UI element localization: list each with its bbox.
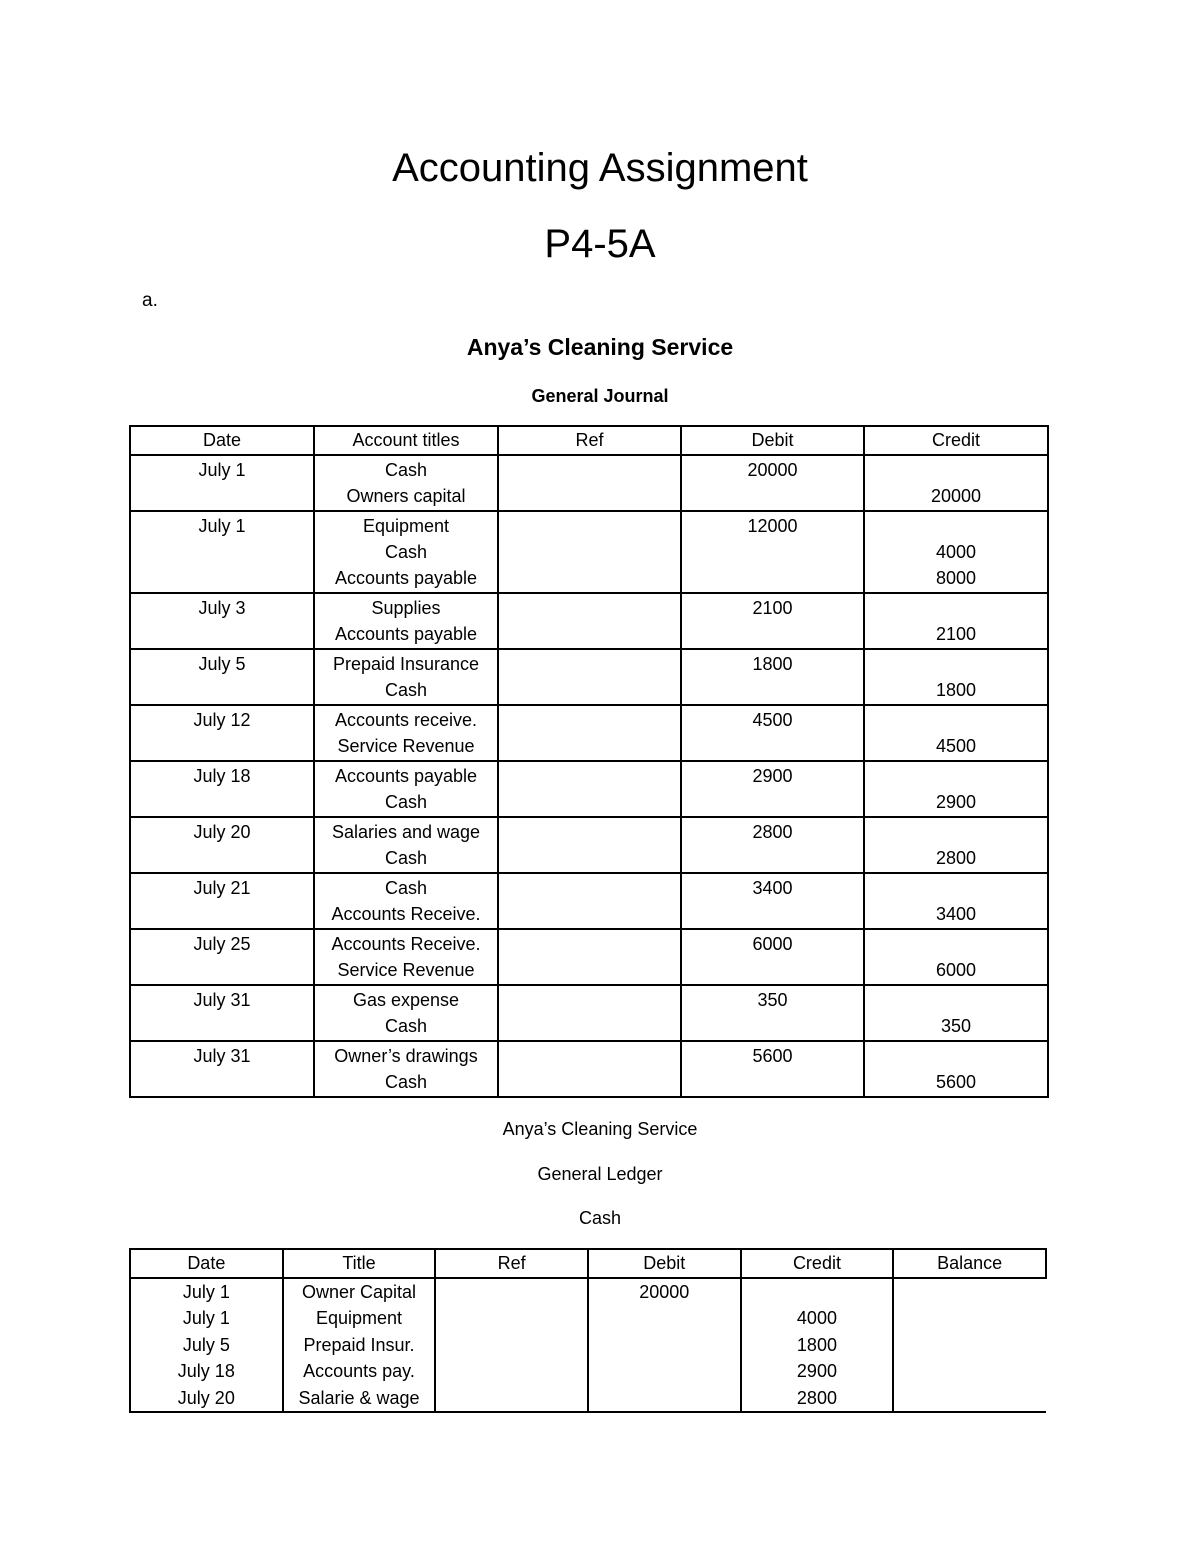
journal-entry-row	[130, 705, 1048, 761]
ledger-ref-cell	[435, 1385, 588, 1412]
journal-entry-row	[130, 455, 1048, 511]
ledger-date-cell: July 20	[130, 1385, 283, 1412]
ledger-ref-cell	[435, 1332, 588, 1359]
journal-entry-credit: 3400	[935, 904, 977, 924]
journal-entry-credit: 2900	[935, 792, 977, 812]
ledger-credit-cell: 2900	[741, 1358, 894, 1385]
ledger-date-cell: July 1	[130, 1278, 283, 1305]
ledger-debit-cell: 20000	[588, 1278, 741, 1305]
journal-date-cell	[130, 817, 314, 873]
journal-account-cell	[314, 985, 498, 1041]
journal-entry-account: Cash	[384, 542, 428, 562]
ledger-title-cell: Prepaid Insur.	[283, 1332, 436, 1359]
journal-account-cell	[314, 455, 498, 511]
journal-entry-debit: 20000	[747, 460, 798, 480]
journal-entry-credit	[865, 706, 1047, 732]
journal-entry-date: July 31	[193, 1046, 251, 1066]
journal-entry-credit	[865, 986, 1047, 1012]
journal-entry-account: Cash	[384, 848, 428, 868]
journal-company-heading: Anya’s Cleaning Service	[466, 334, 734, 360]
ledger-balance-cell	[893, 1278, 1046, 1305]
journal-entry-account: Accounts payable	[334, 766, 478, 786]
journal-entry-credit	[865, 874, 1047, 900]
ledger-row	[130, 1385, 1046, 1412]
ledger-header-row	[130, 1249, 1046, 1278]
journal-header-credit: Credit	[864, 426, 1048, 455]
journal-entry-row	[130, 817, 1048, 873]
journal-entry-debit: 5600	[752, 1046, 793, 1066]
document-subtitle: P4-5A	[544, 222, 656, 266]
ledger-header-title: Title	[283, 1249, 436, 1278]
journal-entry-date: July 5	[198, 654, 246, 674]
ledger-row	[130, 1358, 1046, 1385]
journal-entry-date: July 1	[198, 460, 246, 480]
journal-entry-credit	[865, 594, 1047, 620]
journal-credit-cell	[864, 761, 1048, 817]
ledger-title-cell: Accounts pay.	[283, 1358, 436, 1385]
journal-debit-cell	[681, 1041, 864, 1097]
journal-account-cell	[314, 817, 498, 873]
journal-entry-account: Supplies	[371, 598, 441, 618]
journal-entry-debit	[682, 482, 863, 508]
journal-entry-account: Accounts Receive.	[331, 904, 481, 924]
journal-date-cell	[130, 455, 314, 511]
journal-credit-cell	[864, 817, 1048, 873]
journal-entry-credit: 2100	[935, 624, 977, 644]
journal-ref-cell	[498, 593, 681, 649]
journal-debit-cell	[681, 817, 864, 873]
journal-entry-row	[130, 985, 1048, 1041]
journal-ref-cell	[498, 1041, 681, 1097]
ledger-account-heading: Cash	[578, 1208, 622, 1228]
journal-entry-credit: 8000	[935, 568, 977, 588]
journal-debit-cell	[681, 511, 864, 593]
journal-entry-credit	[865, 512, 1047, 538]
journal-entry-row	[130, 593, 1048, 649]
journal-entry-credit: 350	[940, 1016, 972, 1036]
journal-body	[130, 455, 1048, 1097]
journal-entry-row	[130, 873, 1048, 929]
journal-entry-date: July 31	[193, 990, 251, 1010]
journal-entry-debit: 1800	[752, 654, 793, 674]
journal-entry-credit: 2800	[935, 848, 977, 868]
ledger-company-heading: Anya’s Cleaning Service	[502, 1119, 698, 1139]
ledger-ref-cell	[435, 1278, 588, 1305]
journal-date-cell	[130, 649, 314, 705]
journal-entry-debit	[682, 1012, 863, 1038]
ledger-title-cell: Equipment	[283, 1305, 436, 1332]
journal-entry-row	[130, 761, 1048, 817]
journal-header-date: Date	[130, 426, 314, 455]
journal-entry-debit	[682, 564, 863, 590]
journal-entry-account: Cash	[384, 878, 428, 898]
ledger-header-debit: Debit	[588, 1249, 741, 1278]
journal-entry-debit: 350	[757, 990, 788, 1010]
journal-entry-date: July 20	[193, 822, 251, 842]
ledger-credit-cell: 1800	[741, 1332, 894, 1359]
journal-ref-cell	[498, 985, 681, 1041]
journal-header-account: Account titles	[314, 426, 498, 455]
journal-date-cell	[130, 873, 314, 929]
journal-entry-account: Cash	[384, 1016, 428, 1036]
ledger-ref-cell	[435, 1305, 588, 1332]
journal-account-cell	[314, 761, 498, 817]
ledger-date-cell: July 5	[130, 1332, 283, 1359]
journal-entry-account: Cash	[384, 792, 428, 812]
journal-entry-credit: 20000	[930, 486, 982, 506]
journal-debit-cell	[681, 593, 864, 649]
journal-debit-cell	[681, 985, 864, 1041]
journal-entry-account: Gas expense	[352, 990, 460, 1010]
journal-entry-account: Accounts receive.	[334, 710, 478, 730]
journal-account-cell	[314, 873, 498, 929]
journal-credit-cell	[864, 873, 1048, 929]
ledger-body	[130, 1278, 1046, 1412]
journal-credit-cell	[864, 705, 1048, 761]
ledger-debit-cell	[588, 1305, 741, 1332]
journal-entry-account: Accounts payable	[334, 624, 478, 644]
journal-entry-account: Salaries and wage	[331, 822, 481, 842]
journal-debit-cell	[681, 761, 864, 817]
journal-entry-credit: 5600	[935, 1072, 977, 1092]
ledger-date-cell: July 1	[130, 1305, 283, 1332]
journal-debit-cell	[681, 929, 864, 985]
journal-entry-credit	[865, 456, 1047, 482]
ledger-header-ref: Ref	[435, 1249, 588, 1278]
general-ledger-table	[129, 1248, 1047, 1413]
journal-date-cell	[130, 593, 314, 649]
journal-entry-account: Accounts Receive.	[331, 934, 481, 954]
journal-date-cell	[130, 761, 314, 817]
document-title: Accounting Assignment	[392, 146, 808, 190]
journal-ref-cell	[498, 929, 681, 985]
ledger-date-cell: July 18	[130, 1358, 283, 1385]
journal-entry-account: Accounts payable	[334, 568, 478, 588]
journal-account-cell	[314, 593, 498, 649]
ledger-row	[130, 1305, 1046, 1332]
journal-credit-cell	[864, 455, 1048, 511]
journal-entry-account: Service Revenue	[337, 960, 475, 980]
journal-date-cell	[130, 705, 314, 761]
journal-entry-date: July 21	[193, 878, 251, 898]
journal-entry-debit: 3400	[752, 878, 793, 898]
journal-account-cell	[314, 1041, 498, 1097]
journal-entry-debit: 6000	[752, 934, 793, 954]
journal-entry-debit: 4500	[752, 710, 793, 730]
journal-credit-cell	[864, 593, 1048, 649]
journal-ref-cell	[498, 761, 681, 817]
journal-entry-credit: 1800	[935, 680, 977, 700]
journal-date-cell	[130, 985, 314, 1041]
journal-entry-credit: 6000	[935, 960, 977, 980]
part-label: a.	[142, 290, 158, 311]
journal-entry-date: July 18	[193, 766, 251, 786]
journal-entry-credit	[865, 1042, 1047, 1068]
journal-ref-cell	[498, 705, 681, 761]
journal-debit-cell	[681, 455, 864, 511]
journal-entry-credit	[865, 762, 1047, 788]
journal-entry-row	[130, 649, 1048, 705]
journal-debit-cell	[681, 705, 864, 761]
general-journal-table	[129, 425, 1049, 1098]
journal-entry-debit	[682, 732, 863, 758]
journal-entry-date: July 25	[193, 934, 251, 954]
journal-header-debit: Debit	[681, 426, 864, 455]
journal-date-cell	[130, 1041, 314, 1097]
ledger-ref-cell	[435, 1358, 588, 1385]
ledger-header-credit: Credit	[741, 1249, 894, 1278]
journal-credit-cell	[864, 985, 1048, 1041]
journal-header-ref: Ref	[498, 426, 681, 455]
journal-debit-cell	[681, 873, 864, 929]
ledger-debit-cell	[588, 1385, 741, 1412]
ledger-credit-cell	[741, 1278, 894, 1305]
journal-entry-account: Service Revenue	[337, 736, 475, 756]
ledger-credit-cell: 2800	[741, 1385, 894, 1412]
journal-ref-cell	[498, 649, 681, 705]
journal-entry-account: Owners capital	[346, 486, 466, 506]
journal-entry-account: Cash	[384, 680, 428, 700]
ledger-balance-cell	[893, 1358, 1046, 1385]
ledger-header-balance: Balance	[893, 1249, 1046, 1278]
journal-entry-debit: 12000	[747, 516, 798, 536]
journal-date-cell	[130, 511, 314, 593]
journal-entry-account: Equipment	[362, 516, 450, 536]
journal-credit-cell	[864, 511, 1048, 593]
journal-entry-debit: 2800	[752, 822, 793, 842]
ledger-debit-cell	[588, 1332, 741, 1359]
journal-entry-account: Cash	[384, 1072, 428, 1092]
journal-date-cell	[130, 929, 314, 985]
ledger-balance-cell	[893, 1305, 1046, 1332]
ledger-row	[130, 1278, 1046, 1305]
journal-entry-row	[130, 511, 1048, 593]
ledger-heading: General Ledger	[537, 1164, 663, 1184]
journal-account-cell	[314, 649, 498, 705]
ledger-header-date: Date	[130, 1249, 283, 1278]
ledger-title-cell: Salarie & wage	[283, 1385, 436, 1412]
journal-entry-credit: 4500	[935, 736, 977, 756]
journal-account-cell	[314, 929, 498, 985]
journal-account-cell	[314, 511, 498, 593]
journal-credit-cell	[864, 649, 1048, 705]
journal-entry-credit: 4000	[935, 542, 977, 562]
journal-entry-debit: 2900	[752, 766, 793, 786]
journal-ref-cell	[498, 455, 681, 511]
journal-entry-debit	[682, 844, 863, 870]
journal-credit-cell	[864, 929, 1048, 985]
journal-entry-debit	[682, 956, 863, 982]
journal-entry-row	[130, 1041, 1048, 1097]
journal-entry-credit	[865, 930, 1047, 956]
journal-entry-debit	[682, 788, 863, 814]
journal-entry-debit	[682, 1068, 863, 1094]
ledger-balance-cell	[893, 1332, 1046, 1359]
journal-entry-debit	[682, 538, 863, 564]
ledger-credit-cell: 4000	[741, 1305, 894, 1332]
journal-entry-debit: 2100	[752, 598, 793, 618]
ledger-balance-cell	[893, 1385, 1046, 1412]
journal-entry-account: Owner’s drawings	[334, 1046, 478, 1066]
ledger-title-cell: Owner Capital	[283, 1278, 436, 1305]
journal-entry-date: July 12	[193, 710, 251, 730]
journal-entry-debit	[682, 676, 863, 702]
journal-heading: General Journal	[531, 386, 669, 406]
journal-entry-row	[130, 929, 1048, 985]
journal-ref-cell	[498, 873, 681, 929]
ledger-debit-cell	[588, 1358, 741, 1385]
journal-header-row	[130, 426, 1048, 455]
journal-entry-account: Cash	[384, 460, 428, 480]
ledger-row	[130, 1332, 1046, 1359]
journal-debit-cell	[681, 649, 864, 705]
journal-ref-cell	[498, 511, 681, 593]
journal-entry-credit	[865, 818, 1047, 844]
journal-ref-cell	[498, 817, 681, 873]
journal-entry-account: Prepaid Insurance	[332, 654, 480, 674]
journal-account-cell	[314, 705, 498, 761]
journal-entry-debit	[682, 620, 863, 646]
journal-entry-date: July 1	[198, 516, 246, 536]
journal-entry-debit	[682, 900, 863, 926]
journal-entry-date: July 3	[198, 598, 246, 618]
journal-credit-cell	[864, 1041, 1048, 1097]
journal-entry-credit	[865, 650, 1047, 676]
